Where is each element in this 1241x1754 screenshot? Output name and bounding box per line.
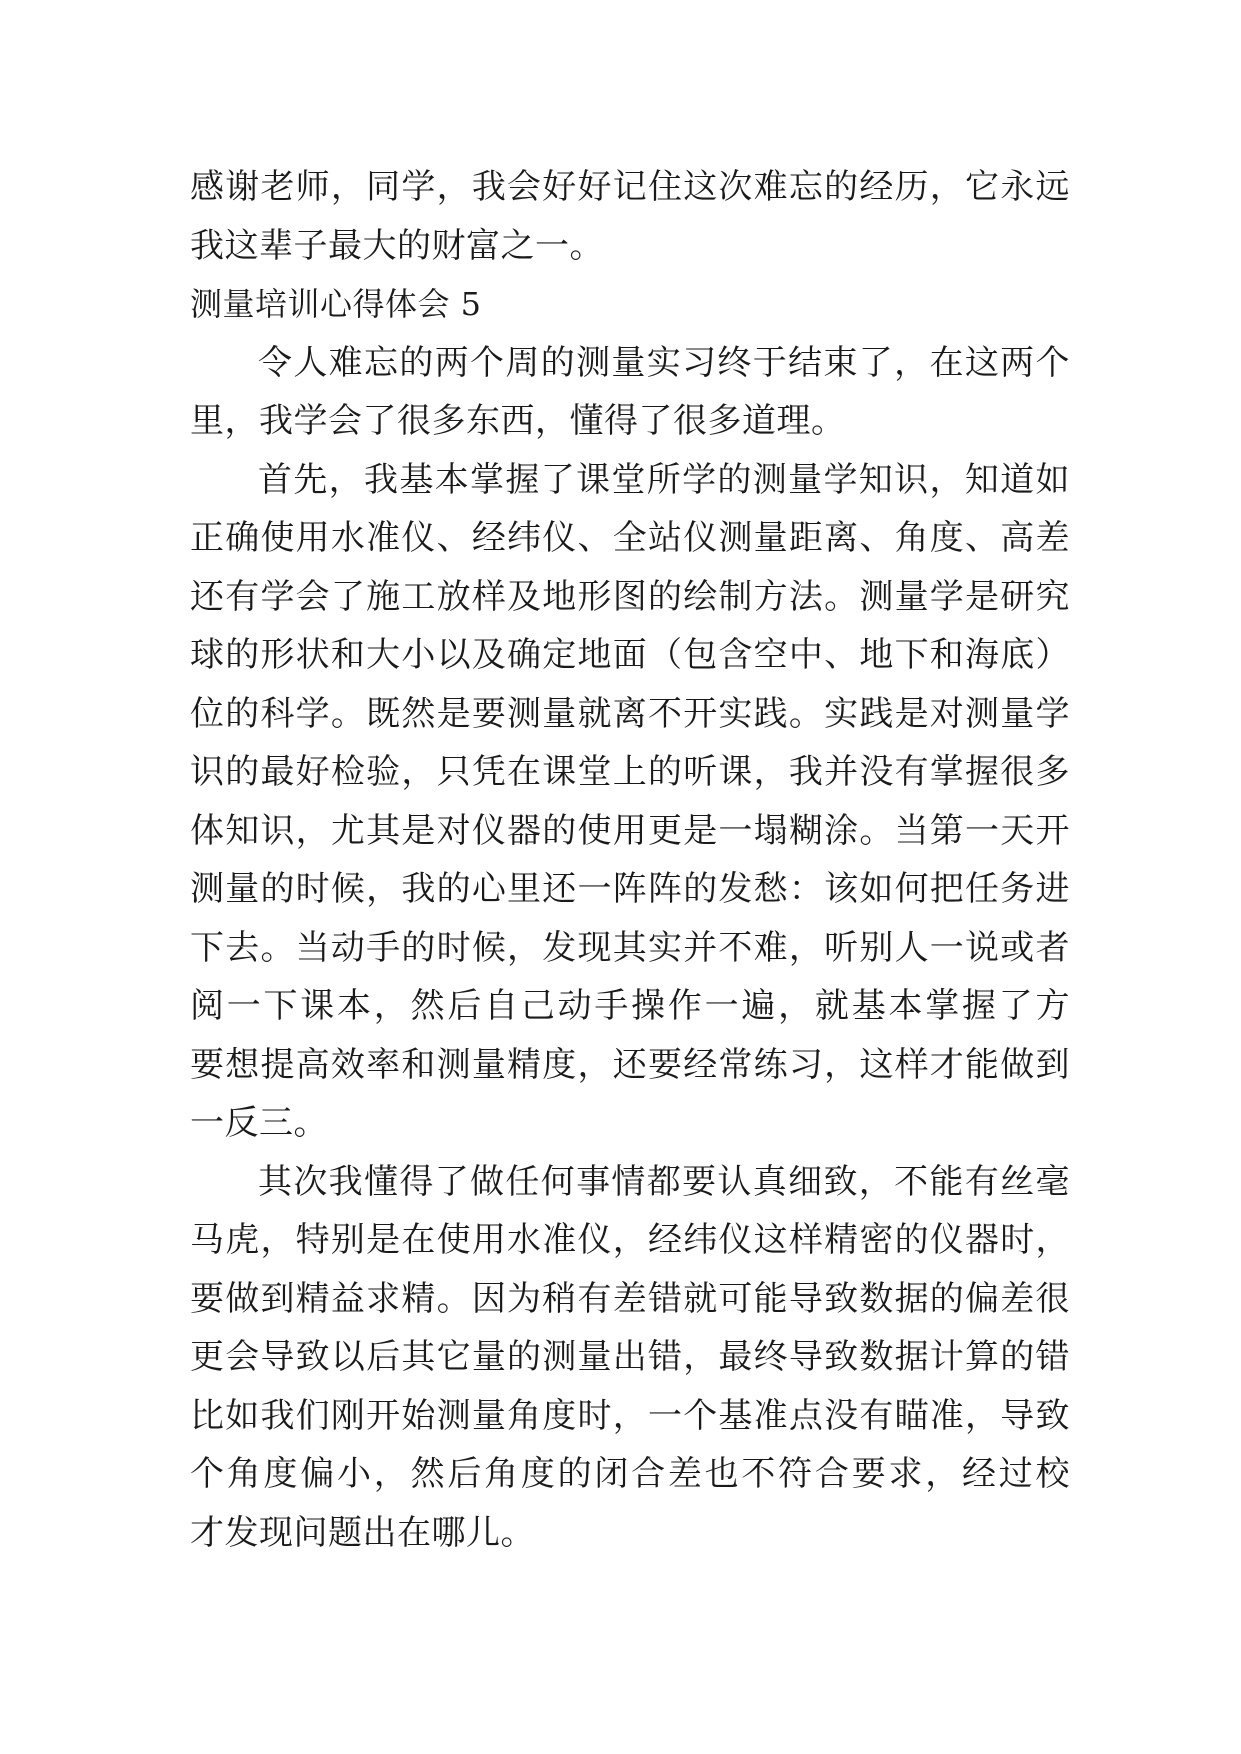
- text-line: 下去。当动手的时候，发现其实并不难，听别人一说或者: [190, 927, 1070, 968]
- text-line: 令人难忘的两个周的测量实习终于结束了，在这两个: [258, 342, 1070, 383]
- text-line: 还有学会了施工放样及地形图的绘制方法。测量学是研究: [190, 576, 1070, 617]
- text-line: 其次我懂得了做任何事情都要认真细致，不能有丝毫: [258, 1161, 1070, 1202]
- section-heading: 测量培训心得体会 5: [190, 285, 482, 323]
- text-line: 识的最好检验，只凭在课堂上的听课，我并没有掌握很多: [190, 752, 1070, 792]
- text-line: 个角度偏小，然后角度的闭合差也不符合要求，经过校: [190, 1454, 1070, 1494]
- text-line: 才发现问题出在哪儿。: [190, 1512, 535, 1553]
- text-line: 首先，我基本掌握了课堂所学的测量学知识，知道如: [258, 459, 1070, 500]
- text-line: 位的科学。既然是要测量就离不开实践。实践是对测量学: [190, 693, 1070, 734]
- text-line: 要做到精益求精。因为稍有差错就可能导致数据的偏差很: [190, 1278, 1070, 1319]
- text-line: 里，我学会了很多东西，懂得了很多道理。: [190, 401, 846, 441]
- text-line: 我这辈子最大的财富之一。: [190, 225, 604, 266]
- text-line: 阅一下课本，然后自己动手操作一遍，就基本掌握了方: [190, 986, 1070, 1026]
- text-line: 马虎，特别是在使用水准仪，经纬仪这样精密的仪器时，: [190, 1220, 1070, 1260]
- text-line: 感谢老师，同学，我会好好记住这次难忘的经历，它永远: [190, 167, 1070, 207]
- text-line: 球的形状和大小以及确定地面（包含空中、地下和海底）: [190, 635, 1070, 675]
- text-line: 一反三。: [190, 1103, 328, 1143]
- text-line: 正确使用水准仪、经纬仪、全站仪测量距离、角度、高差: [190, 518, 1070, 558]
- document-body: [190, 158, 1070, 1562]
- text-line: 测量的时候，我的心里还一阵阵的发愁：该如何把任务进: [190, 869, 1070, 909]
- text-line: 比如我们刚开始测量角度时，一个基准点没有瞄准，导致: [190, 1395, 1070, 1436]
- text-line: 要想提高效率和测量精度，还要经常练习，这样才能做到: [190, 1044, 1070, 1085]
- text-line: 体知识，尤其是对仪器的使用更是一塌糊涂。当第一天开: [190, 810, 1070, 851]
- text-line: 更会导致以后其它量的测量出错，最终导致数据计算的错: [190, 1337, 1070, 1377]
